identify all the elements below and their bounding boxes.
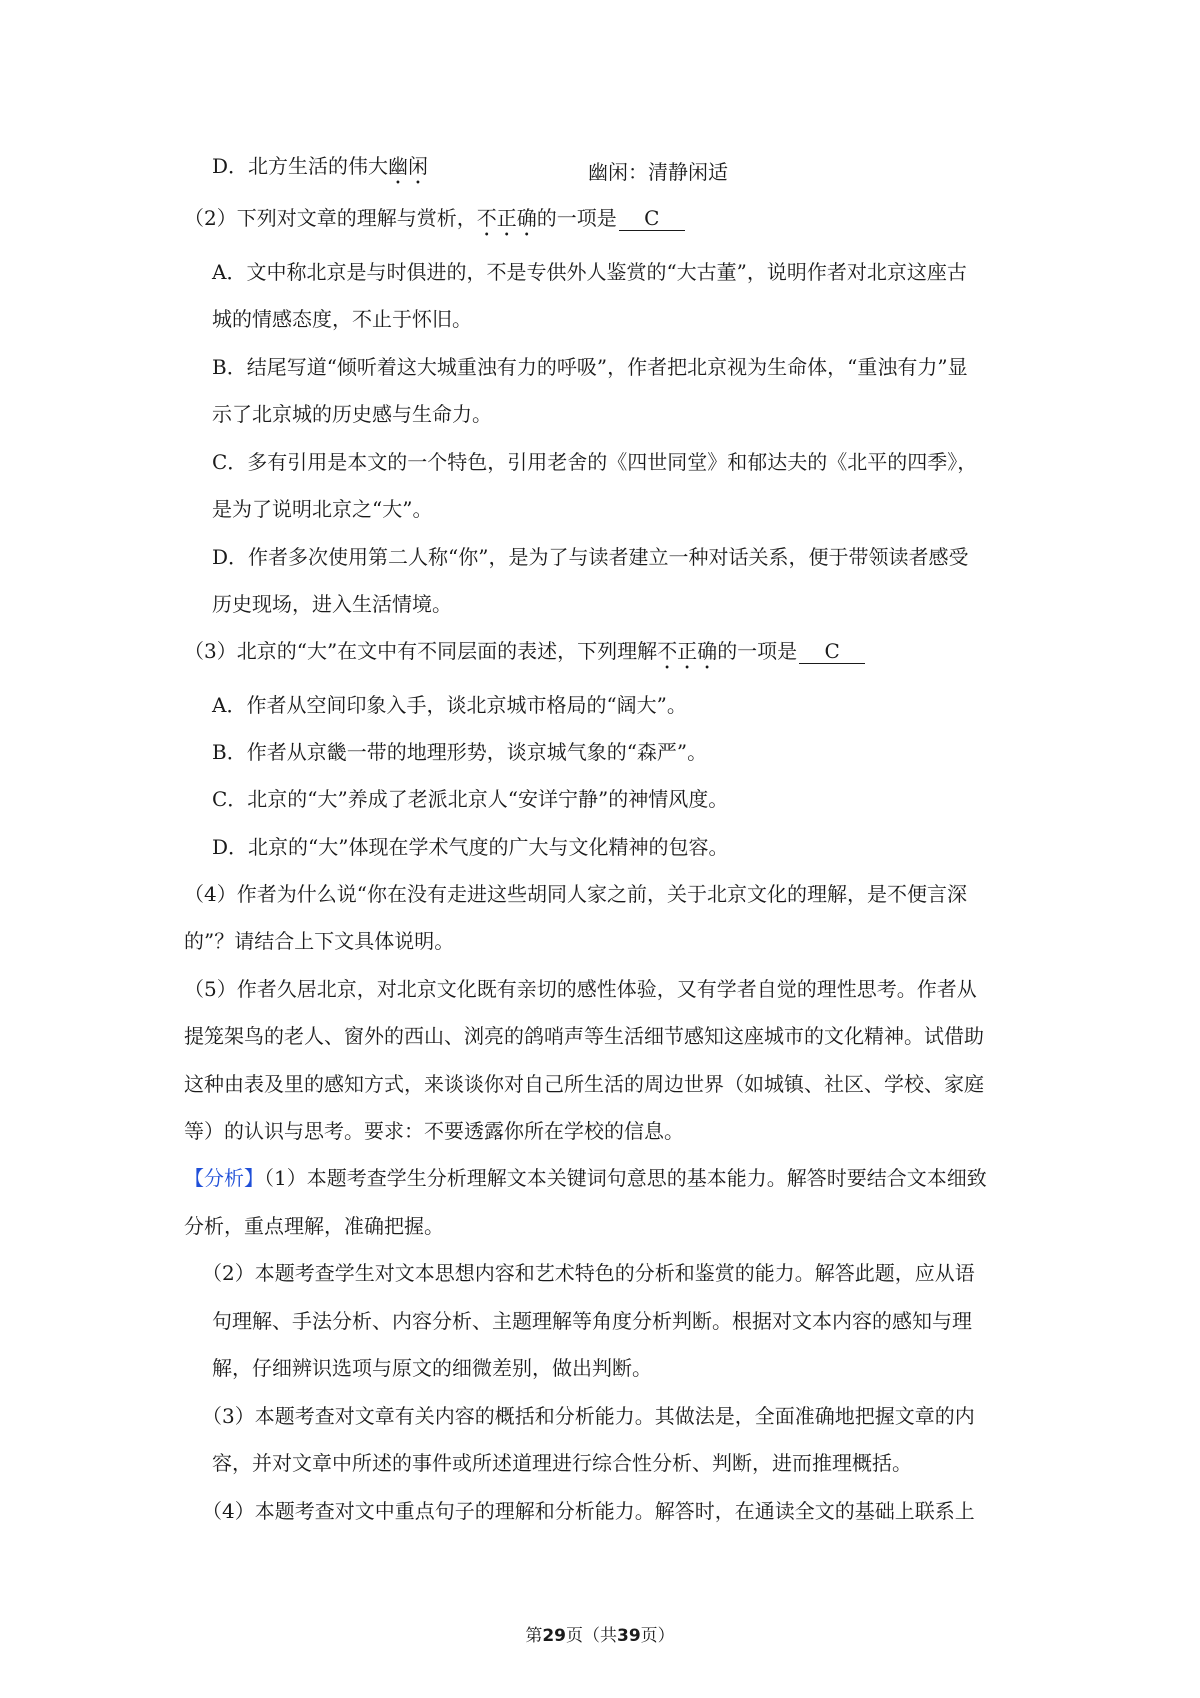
- q5-line3: 这种由表及里的感知方式，来谈谈你对自己所生活的周边世界（如城镇、社区、学校、家庭: [184, 1072, 984, 1096]
- q2-option-a-line1: A．文中称北京是与时俱进的，不是专供外人鉴赏的“大古董”，说明作者对北京这座古: [212, 260, 967, 284]
- page-footer: [0, 1624, 1200, 1648]
- analysis-p1-line1: [184, 1164, 987, 1192]
- q2-option-d-line1: D．作者多次使用第二人称“你”，是为了与读者建立一种对话关系，便于带领读者感受: [212, 545, 969, 569]
- q5-line2: 提笼架鸟的老人、窗外的西山、浏亮的鸽哨声等生活细节感知这座城市的文化精神。试借助: [184, 1024, 984, 1048]
- q3-option-d: D．北京的“大”体现在学术气度的广大与文化精神的包容。: [212, 835, 729, 859]
- q2-option-b-line1: B．结尾写道“倾听着这大城重浊有力的呼吸”，作者把北京视为生命体，“重浊有力”显: [212, 355, 968, 379]
- q2-stem-text-end: 的一项是: [536, 206, 617, 230]
- q1-option-d: [212, 152, 428, 189]
- q2-stem-text: （2）下列对文章的理解与赏析，: [184, 206, 477, 230]
- q2-option-d-line2: 历史现场，进入生活情境。: [212, 592, 452, 616]
- q2-answer: C: [619, 206, 685, 231]
- q5-line4: 等）的认识与思考。要求：不要透露你所在学校的信息。: [184, 1119, 684, 1143]
- q4-line2: 的”？请结合上下文具体说明。: [184, 929, 455, 953]
- q2-option-c-line1: C．多有引用是本文的一个特色，引用老舍的《四世同堂》和郁达夫的《北平的四季》，: [212, 450, 978, 474]
- q3-stem: [184, 637, 865, 674]
- q2-stem: [184, 204, 685, 241]
- footer-text: 第: [525, 1626, 543, 1646]
- footer-text-mid: 页（共: [566, 1626, 617, 1646]
- q3-option-c: C．北京的“大”养成了老派北京人“安详宁静”的神情风度。: [212, 787, 729, 811]
- q3-stem-text: （3）北京的“大”在文中有不同层面的表述，下列理解: [184, 639, 658, 663]
- q5-line1: （5）作者久居北京，对北京文化既有亲切的感性体验，又有学者自觉的理性思考。作者从: [184, 977, 977, 1001]
- q3-option-a: A．作者从空间印象入手，谈北京城市格局的“阔大”。: [212, 693, 687, 717]
- q1-option-d-dotted-word: 幽闲: [388, 154, 429, 178]
- q2-option-b-line2: 示了北京城的历史感与生命力。: [212, 402, 492, 426]
- footer-text-end: 页）: [640, 1626, 675, 1646]
- analysis-p2-line1: （2）本题考查学生对文本思想内容和艺术特色的分析和鉴赏的能力。解答此题，应从语: [202, 1261, 975, 1285]
- q1-gloss: 幽闲：清静闲适: [588, 160, 728, 184]
- page-total: 39: [617, 1626, 641, 1646]
- analysis-p1-text: （1）本题考查学生分析理解文本关键词句意思的基本能力。解答时要结合文本细致: [264, 1166, 987, 1190]
- analysis-p2-line2: 句理解、手法分析、内容分析、主题理解等角度分析判断。根据对文本内容的感知与理: [212, 1309, 972, 1333]
- analysis-p3-line1: （3）本题考查对文章有关内容的概括和分析能力。其做法是，全面准确地把握文章的内: [202, 1404, 975, 1428]
- q2-option-c-line2: 是为了说明北京之“大”。: [212, 497, 433, 521]
- analysis-p1-line2: 分析，重点理解，准确把握。: [184, 1214, 444, 1238]
- analysis-p3-line2: 容，并对文章中所述的事件或所述道理进行综合性分析、判断，进而推理概括。: [212, 1451, 912, 1475]
- q3-stem-text-end: 的一项是: [717, 639, 798, 663]
- analysis-p4-line1: （4）本题考查对文中重点句子的理解和分析能力。解答时，在通读全文的基础上联系上: [202, 1499, 975, 1523]
- q2-stem-dotted-word: 不正确: [476, 206, 537, 230]
- q4-line1: （4）作者为什么说“你在没有走进这些胡同人家之前，关于北京文化的理解，是不便言深: [184, 882, 967, 906]
- q3-answer: C: [799, 639, 865, 664]
- analysis-p2-line3: 解，仔细辨识选项与原文的细微差别，做出判断。: [212, 1356, 652, 1380]
- page-number: 29: [542, 1626, 566, 1646]
- q2-option-a-line2: 城的情感态度，不止于怀旧。: [212, 307, 472, 331]
- q3-stem-dotted-word: 不正确: [657, 639, 718, 663]
- analysis-tag: 【分析】: [184, 1166, 264, 1190]
- q1-option-d-text: D．北方生活的伟大: [212, 154, 389, 178]
- q3-option-b: B．作者从京畿一带的地理形势，谈京城气象的“森严”。: [212, 740, 708, 764]
